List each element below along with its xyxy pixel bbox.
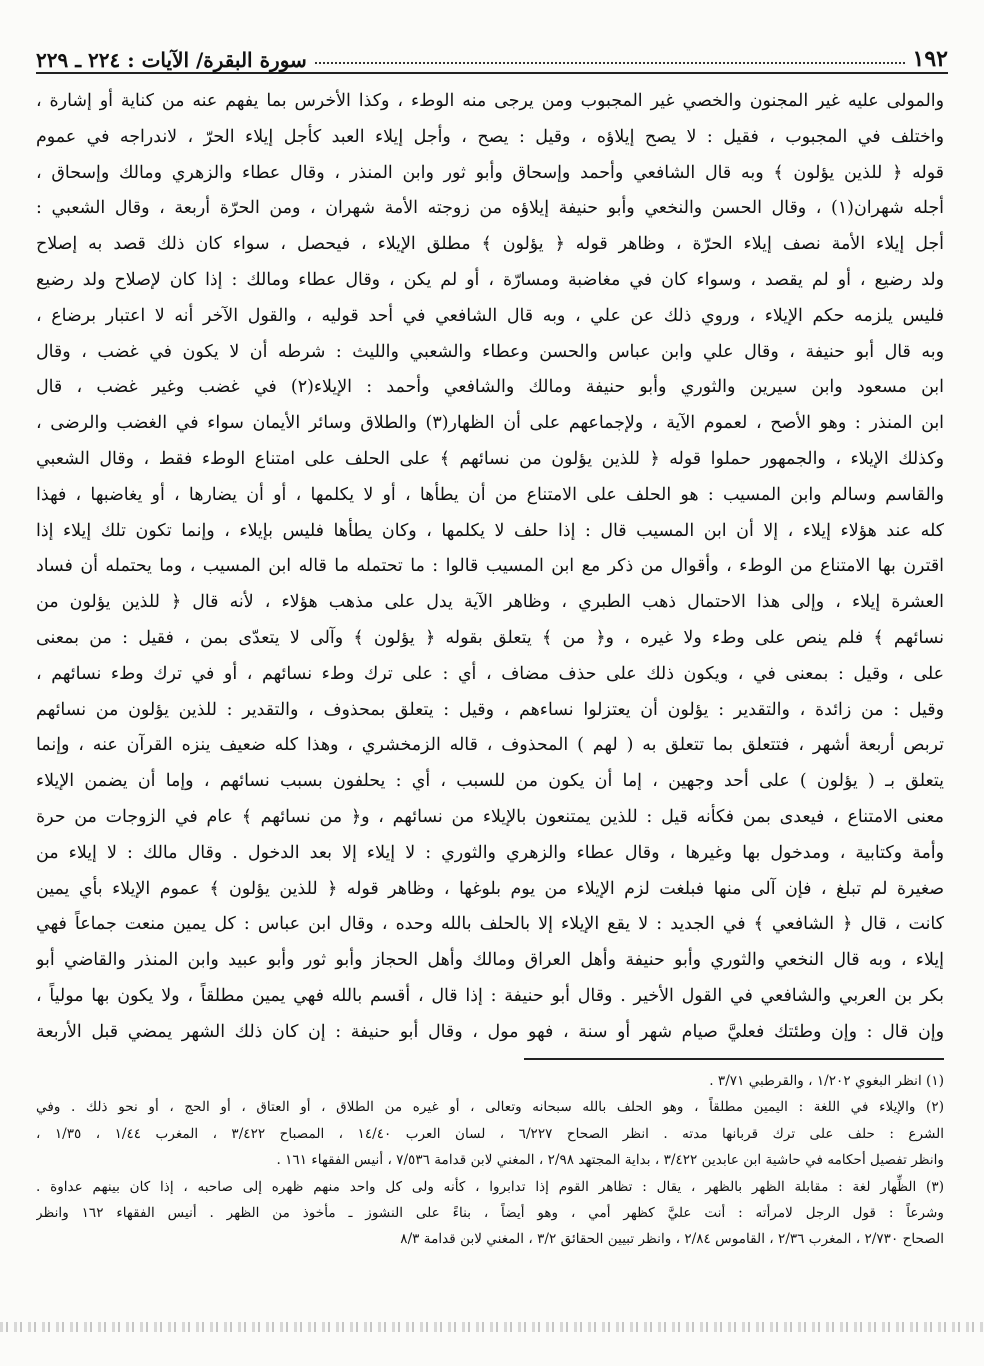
text-line: أجل إيلاء الأمة نصف إيلاء الحرّة ، وظاهر قوله ﴿ يؤلون ﴾ مطلق الإيلاء ، فيحصل ، سواء كان ذلك قصد به إصلاح xyxy=(36,234,944,255)
page-number: ١٩٢ xyxy=(912,46,948,72)
text-line: اقترن بها الامتناع من الوطء ، وأقوال من ذكر مع ابن المسيب قالوا : ما تحتمله ما قاله ابن المسيب ، وما يحتمله أن فساد xyxy=(36,556,944,577)
text-line: فليس يلزمه حكم الإيلاء ، وروي ذلك عن علي ، وبه قال الشافعي في أحد قوليه ، والقول الآخر أنه لا اعتبار برضاع ، xyxy=(36,305,944,326)
text-line: وبه قال أبو حنيفة ، وقال علي وابن عباس والحسن وعطاء والشعبي والليث : شرطه أن لا يكون في غضب ، وقال xyxy=(36,341,944,362)
text-line: نسائهم ﴾ فلم ينص على وطء ولا غيره ، و﴿ من ﴾ يتعلق بقوله ﴿ يؤلون ﴾ وآلى لا يتعدّى بمن ، فقيل : من بمعنى xyxy=(36,627,944,648)
footnote-line: الصحاح ٢/٧٣٠ ، المغرب ٢/٣٦ ، القاموس ٢/٨٤ ، وانظر تبيين الحقائق ٣/٢ ، المغني لابن قدامة ٨/٣ xyxy=(400,1231,944,1248)
text-line: صغيرة لم تبلغ ، فإن آلى منها فبلغت لزم الإيلاء من يوم بلوغها ، وظاهر قوله ﴿ للذين يؤلون ﴾ عموم الإيلاء بأي يمين xyxy=(36,878,944,899)
text-line: وإن قال : وإن وطئتك فعليَّ صيام شهر أو سنة ، فهو مول ، وقال أبو حنيفة : إن كان ذلك الشهر يمضي قبل الأربعة xyxy=(36,1021,944,1042)
text-line: واختلف في المجبوب ، فقيل : لا يصح إيلاؤه ، وقيل : يصح ، وأجل إيلاء العبد كأجل إيلاء الحرّ ، لاندراجه في عموم xyxy=(36,126,944,147)
text-line: والمولى عليه غير المجنون والخصي غير المجبوب ومن يرجى منه الوطء ، وكذا الأخرس بما يفهم عنه من كناية أو إشارة ، xyxy=(36,91,944,111)
scan-edge-artifact xyxy=(0,1322,984,1332)
text-line: يتعلق بـ ( يؤلون ) على أحد وجهين ، إما أن يكون من للسبب ، أي : يحلفون بسبب نسائهم ، وإما أن يضمن الإيلاء xyxy=(36,771,944,792)
text-line: وكذلك الإيلاء ، والجمهور حملوا قوله ﴿ للذين يؤلون من نسائهم ﴾ على الحلف على امتناع الوطء فقط ، وقال الشعبي xyxy=(36,448,944,469)
text-line: وأمة وكتابية ، ومدخول بها وغيرها ، وقال عطاء والزهري والثوري : لا إيلاء إلا بعد الدخول . وقال مالك : لا إيلاء من xyxy=(36,842,944,863)
footnotes xyxy=(36,1068,944,1253)
text-line: معنى الامتناع ، فيعدى بمن فكأنه قيل : للذين يمتنعون بالإيلاء من نسائهم ، و﴿ من نسائهم ﴾ عام في الزوجات من حرة xyxy=(36,806,944,827)
footnote-line: وشرعاً : قول الرجل لامرأته : أنت عليَّ كظهر أمي ، وهو أيضاً ، بناءً على النشوز ـ مأخوذ من الظهر . أنيس الفقهاء ١٦٢ وانظر xyxy=(36,1204,944,1221)
text-line: بكر بن العربي والشافعي في القول الأخير . وقال أبو حنيفة : إذا قال ، أقسم بالله فهي يمين مطلقاً ، ولا يكون بها مولياً ، xyxy=(36,985,944,1006)
running-title: سورة البقرة/ الآيات : ٢٢٤ ـ ٢٢٩ xyxy=(36,48,307,72)
text-line: تربص أربعة أشهر ، فتتعلق بما تتعلق به ( لهم ) المحذوف ، قاله الزمخشري ، وهذا كله ضعيف ينزه القرآن عنه ، وإنما xyxy=(36,735,944,756)
text-line: على ، وقيل : بمعنى في ، ويكون ذلك على حذف مضاف ، أي : على ترك وطء نسائهم ، أو في ترك وطء نسائهم ، xyxy=(36,663,944,684)
footnote-line: (٢) والإيلاء في اللغة : اليمين مطلقاً ، وهو الحلف بالله سبحانه وتعالى ، أو غيره من الطلاق ، أو العتاق ، أو الحج ، أو نحو ذلك . وفي xyxy=(36,1099,944,1116)
text-line: كله عند هؤلاء إيلاء ، إلا أن ابن المسيب قال : إذا حلف لا يكلمها ، وكان يطأها فليس بإيلاء ، وإنما تكون تلك إيلاء إذا xyxy=(36,520,944,541)
text-line: ابن مسعود وابن سيرين والثوري وأبو حنيفة ومالك والشافعي وأحمد : الإيلاء(٢) في غضب وغير غضب ، قال xyxy=(36,377,944,398)
footnote-line: (١) انظر البغوي ١/٢٠٢ ، والقرطبي ٣/٧١ . xyxy=(709,1073,944,1089)
text-line: إيلاء ، وبه قال النخعي والثوري وأبو حنيفة وأهل العراق ومالك وأهل الحجاز وأبو ثور وأبو عبيد وابن المنذر والقاضي أبو xyxy=(36,950,944,971)
footnote-separator xyxy=(524,1058,944,1060)
header-dotted-leader xyxy=(315,62,905,64)
text-line: وقيل : من زائدة ، والتقدير : يؤلون أن يعتزلوا نساءهم ، وقيل : يتعلق بمحذوف ، والتقدير : للذين يؤلون من نسائهم xyxy=(36,699,944,720)
footnote-line: الشرع : حلف على ترك قربانها مدته . انظر الصحاح ٦/٢٢٧ ، لسان العرب ١٤/٤٠ ، المصباح ٣/٤٢٢ ، المغرب ١/٤٤ ، ١/٣٥ ، xyxy=(36,1125,944,1142)
text-line: ولد رضيع ، أو لم يقصد ، وسواء كان في مغاضبة ومسارّة ، أو لم يكن ، وقال عطاء ومالك : إذا كان لإصلاح ولد رضيع xyxy=(36,269,944,290)
footnote-line: (٣) الظِّهار لغة : مقابلة الظهر بالظهر ، يقال : تظاهر القوم إذا تدابروا ، كأنه ولى كل واحد منهم ظهره إلى صاحبه ، إذا كان بينهم عداوة . xyxy=(36,1178,944,1195)
text-line: كانت ، قال ﴿ الشافعي ﴾ في الجديد : لا يقع الإيلاء إلا بالحلف بالله وحده ، وقال ابن عباس : كل يمين منعت جماعاً فهي xyxy=(36,914,944,935)
text-line: والقاسم وسالم وابن المسيب : هو الحلف على الامتناع من أن يطأها ، أو لا يكلمها ، أو أن يضارها ، أو يغاضبها ، فهذا xyxy=(36,484,944,505)
text-line: قوله ﴿ للذين يؤلون ﴾ وبه قال الشافعي وأحمد وإسحاق وأبو ثور وابن المنذر ، وقال عطاء والزهري ومالك وإسحاق ، xyxy=(36,162,944,183)
main-text xyxy=(36,84,944,1051)
page-header xyxy=(36,38,948,74)
text-line: العشرة إيلاء ، وإلى هذا الاحتمال ذهب الطبري ، وظاهر الآية يدل على مذهب هؤلاء ، لأنه قال ﴿ للذين يؤلون من xyxy=(36,592,944,613)
footnote-line: وانظر تفصيل أحكامه في حاشية ابن عابدين ٣/٤٢٢ ، بداية المجتهد ٢/٩٨ ، المغني لابن قدامة ٧/٥٣٦ ، أنيس الفقهاء ١٦١ . xyxy=(276,1152,944,1169)
text-line: أجله شهران(١) ، وقال الحسن والنخعي وأبو حنيفة إيلاؤه من زوجته الأمة شهران ، ومن الحرّة أربعة ، وقال الشعبي : xyxy=(36,198,944,219)
text-line: ابن المنذر : وهو الأصح ، لعموم الآية ، ولإجماعهم على أن الظهار(٣) والطلاق وسائر الأيمان سواء في الغضب والرضى ، xyxy=(36,413,944,434)
